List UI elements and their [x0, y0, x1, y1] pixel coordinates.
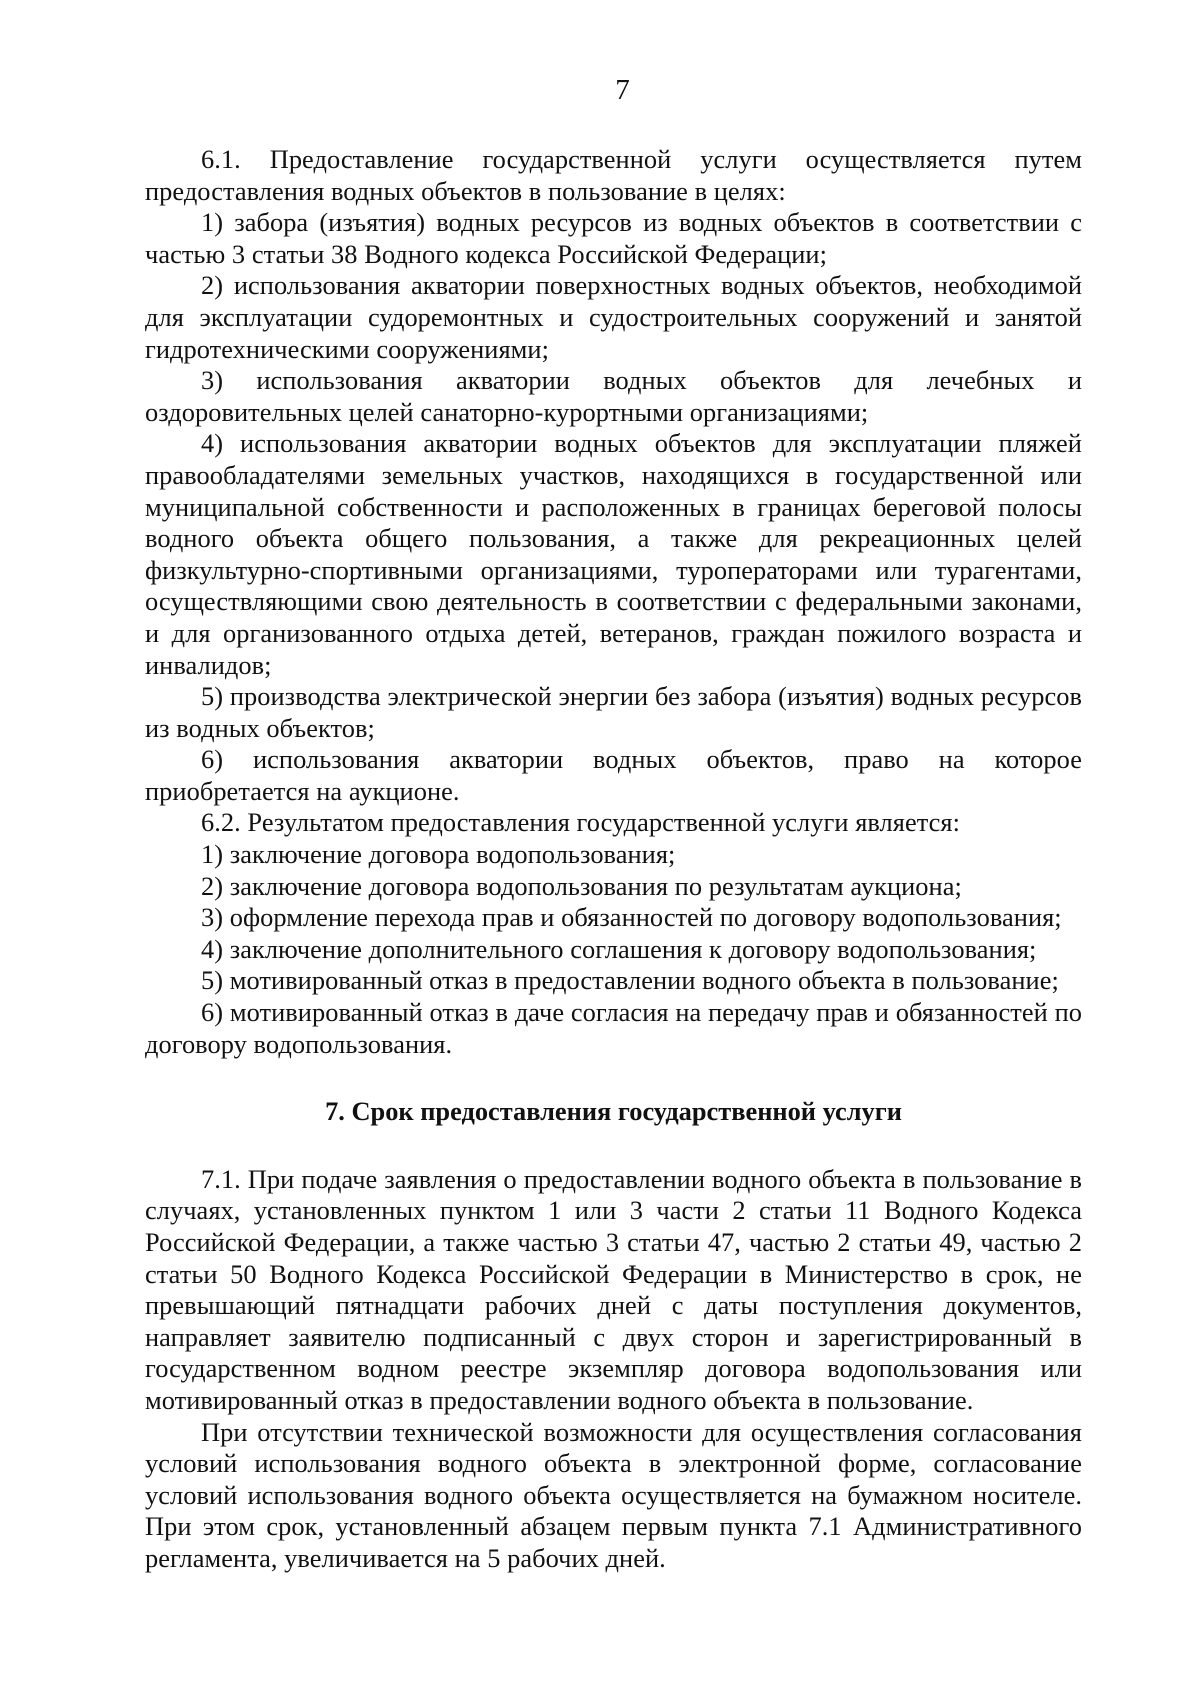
- list-item-6-2-1: 1) заключение договора водопользования;: [201, 839, 676, 870]
- list-item-6-1-3: 3) использования акватории водных объектов для лечебных и оздоровительных целей санаторно-курортными организациями;: [145, 365, 1082, 427]
- list-item-6-1-6: 6) использования акватории водных объектов, право на которое приобретается на аукционе.: [145, 744, 1082, 806]
- page-number: 7: [615, 74, 630, 106]
- section-7-body: [145, 1164, 1082, 1575]
- paragraph-7-1: 7.1. При подаче заявления о предоставлении водного объекта в пользование в случаях, установленных пунктом 1 или 3 части 2 статьи 11 Водного Кодекса Российской Федерации, а также частью 3 статьи 47, частью 2 статьи 49, частью 2 статьи 50 Водного Кодекса Российской Федерации в Министерство в срок, не превышающий пятнадцати рабочих дней с даты поступления документов, направляет заявителю подписанный с двух сторон и зарегистрированный в государственном водном реестре экземпляр договора водопользования или мотивированный отказ в предоставлении водного объекта в пользование.: [145, 1163, 1082, 1415]
- list-item-6-1-2: 2) использования акватории поверхностных водных объектов, необходимой для эксплуатации судоремонтных и судостроительных сооружений и занятой гидротехническими сооружениями;: [145, 270, 1082, 364]
- list-item-6-2-2: 2) заключение договора водопользования по результатам аукциона;: [201, 870, 962, 901]
- list-item-6-2-6: 6) мотивированный отказ в даче согласия на передачу прав и обязанностей по договору водопользования.: [145, 997, 1082, 1059]
- list-item-6-2-5: 5) мотивированный отказ в предоставлении водного объекта в пользование;: [201, 965, 1059, 996]
- list-item-6-2-4: 4) заключение дополнительного соглашения к договору водопользования;: [201, 933, 1037, 964]
- paragraph-6-2: 6.2. Результатом предоставления государственной услуги является:: [201, 807, 960, 838]
- section-7-heading: 7. Срок предоставления государственной услуги: [325, 1096, 902, 1127]
- list-item-6-1-4: 4) использования акватории водных объектов для эксплуатации пляжей правообладателями земельных участков, находящихся в государственной или муниципальной собственности и расположенных в границах береговой полосы водного объекта общего пользования, а также для рекреационных целей физкультурно-спортивными организациями, туроператорами или турагентами, осуществляющими свою деятельность в соответствии с федеральными законами, и для организованного отдыха детей, ветеранов, граждан пожилого возраста и инвалидов;: [145, 428, 1082, 680]
- section-6-body: [145, 144, 1082, 1060]
- list-item-6-1-5: 5) производства электрической энергии без забора (изъятия) водных ресурсов из водных объектов;: [145, 681, 1082, 743]
- list-item-6-1-1: 1) забора (изъятия) водных ресурсов из водных объектов в соответствии с частью 3 статьи 38 Водного кодекса Российской Федерации;: [145, 207, 1082, 269]
- list-item-6-2-3: 3) оформление перехода прав и обязанностей по договору водопользования;: [201, 902, 1062, 933]
- paragraph-6-1: 6.1. Предоставление государственной услуги осуществляется путем предоставления водных объектов в пользование в целях:: [145, 144, 1082, 206]
- paragraph-7-1-addendum: При отсутствии технической возможности для осуществления согласования условий использования водного объекта в электронной форме, согласование условий использования водного объекта осуществляется на бумажном носителе. При этом срок, установленный абзацем первым пункта 7.1 Административного регламента, увеличивается на 5 рабочих дней.: [145, 1416, 1082, 1573]
